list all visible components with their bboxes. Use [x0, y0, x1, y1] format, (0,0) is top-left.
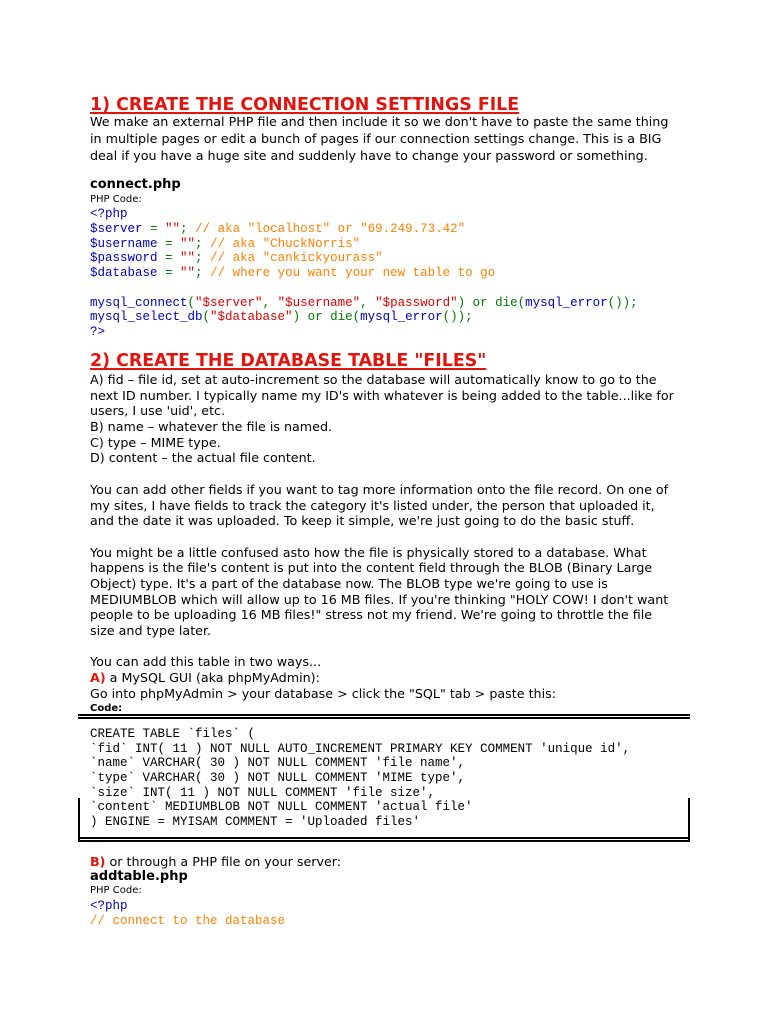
code-line — [90, 325, 638, 340]
ways-paragraph — [90, 654, 674, 701]
code-line — [90, 251, 638, 266]
option-a-line — [90, 670, 674, 686]
section-2-body — [90, 372, 674, 701]
code-token-comment: // where you want your new table to go — [210, 266, 496, 280]
code-token-comment: // aka "localhost" or "69.249.73.42" — [195, 221, 466, 236]
code-token-variable: mysql_select_db — [90, 310, 203, 325]
code-token-operator: = — [157, 266, 181, 280]
fields-paragraph — [90, 372, 674, 466]
paragraph-line: C) type – MIME type. — [90, 434, 221, 450]
code-token-variable: mysql_error — [525, 295, 608, 310]
code-token-operator: ()); — [607, 295, 638, 310]
connect-php-filename: connect.php — [90, 177, 181, 192]
code-token-string: "$username" — [277, 295, 361, 310]
code-token-string: "" — [180, 251, 196, 266]
code-line — [90, 266, 638, 281]
code-token-comment: // connect to the database — [90, 913, 286, 928]
code-line — [90, 914, 285, 929]
code-token-variable: $password — [90, 251, 158, 266]
sql-code-line: `size` INT( 11 ) NOT NULL COMMENT 'file size', — [90, 785, 436, 800]
code-token-variable: $server — [90, 221, 143, 236]
paragraph-line: users, I use 'uid', etc. — [90, 403, 226, 419]
code-line — [90, 237, 638, 252]
sql-code-label: Code: — [90, 703, 123, 714]
paragraph-line: Object) type. It's a part of the database now. The BLOB type we're going to use is — [90, 575, 608, 591]
addtable-php-code-block — [90, 899, 285, 929]
option-b-line — [90, 854, 341, 870]
code-box-right-rule — [688, 798, 690, 842]
option-a-marker: A) — [90, 670, 106, 686]
blob-paragraph — [90, 545, 674, 639]
option-a-instructions: Go into phpMyAdmin > your database > click the "SQL" tab > paste this: — [90, 685, 557, 701]
sql-code-line: CREATE TABLE `files` ( — [90, 727, 256, 741]
paragraph-line: people to be uploading 16 MB files!" stress not my friend. We're going to throttle the file — [90, 607, 653, 623]
code-token-comment: // aka "ChuckNorris" — [210, 236, 361, 251]
section-1-intro-paragraph — [90, 113, 668, 164]
code-token-string: "" — [180, 236, 196, 251]
paragraph-line: You can add other fields if you want to tag more information onto the file record. On one of — [90, 481, 669, 497]
code-token-operator: , — [360, 295, 376, 310]
code-token-variable: mysql_connect — [90, 295, 188, 310]
code-token-operator: ) or die( — [292, 310, 361, 325]
ways-intro: You can add this table in two ways... — [90, 654, 322, 670]
code-token-operator: ; — [195, 236, 211, 251]
paragraph-line: deal if you have a huge site and suddenly have to change your password or something. — [90, 148, 648, 163]
code-token-variable: $database — [90, 266, 158, 280]
section-2-heading: 2) CREATE THE DATABASE TABLE "FILES" — [90, 351, 487, 371]
code-token-string: "$server" — [195, 295, 263, 310]
php-code-label: PHP Code: — [90, 194, 142, 205]
paragraph-line: in multiple pages or edit a bunch of pages if our connection settings change. This is a BIG — [90, 131, 662, 146]
paragraph-line: size and type later. — [90, 623, 212, 638]
code-token-operator: ; — [195, 266, 211, 280]
code-token-variable: $username — [90, 236, 158, 251]
sql-code-box — [78, 714, 690, 842]
option-b-marker: B) — [90, 854, 106, 869]
section-1-heading: 1) CREATE THE CONNECTION SETTINGS FILE — [90, 95, 520, 115]
paragraph-gap — [90, 639, 674, 655]
code-token-string: "" — [180, 266, 196, 280]
code-token-operator: = — [142, 221, 166, 236]
code-token-variable: <?php — [90, 207, 128, 221]
paragraph-gap — [90, 529, 674, 545]
code-line — [90, 222, 638, 237]
option-a-text: a MySQL GUI (aka phpMyAdmin): — [105, 670, 320, 686]
paragraph-line: A) fid – file id, set at auto-increment so the database will automatically know to go to the — [90, 372, 657, 387]
addtable-php-filename: addtable.php — [90, 869, 188, 884]
paragraph-gap — [90, 466, 674, 482]
sql-code-line: `type` VARCHAR( 30 ) NOT NULL COMMENT 'MIME type', — [90, 770, 466, 785]
extra-fields-paragraph — [90, 482, 674, 529]
code-token-operator: ()); — [442, 310, 473, 325]
sql-code-line: `name` VARCHAR( 30 ) NOT NULL COMMENT 'file name', — [90, 756, 466, 771]
code-token-operator: ; — [195, 251, 211, 266]
option-b-text: or through a PHP file on your server: — [105, 854, 342, 869]
code-token-operator: = — [157, 251, 181, 266]
code-token-string: "$password" — [375, 295, 458, 310]
paragraph-line: D) content – the actual file content. — [90, 450, 316, 466]
paragraph-line: next ID number. I typically name my ID's with whatever is being added to the table...like for — [90, 387, 674, 403]
code-token-variable: mysql_error — [360, 310, 443, 325]
code-token-string: "$database" — [210, 310, 293, 325]
code-token-operator: ( — [187, 295, 196, 310]
paragraph-line: happens is the file's content is put into the content field through the BLOB (Binary Large — [90, 560, 653, 576]
code-token-operator: = — [157, 236, 181, 251]
sql-code-line: `content` MEDIUMBLOB NOT NULL COMMENT 'actual file' — [90, 800, 473, 815]
connect-php-code-block — [90, 207, 638, 340]
code-token-comment: // aka "cankickyourass" — [210, 251, 383, 266]
sql-code-line: `fid` INT( 11 ) NOT NULL AUTO_INCREMENT PRIMARY KEY COMMENT 'unique id', — [90, 741, 631, 756]
paragraph-line: and the date it was uploaded. To keep it simple, we're just going to do the basic stuff. — [90, 513, 635, 529]
code-token-operator: ; — [180, 221, 196, 236]
code-token-variable: ?> — [90, 325, 106, 339]
code-token-variable: <?php — [90, 899, 128, 913]
paragraph-line: MEDIUMBLOB which will allow up to 16 MB files. If you're thinking "HOLY COW! I don't want — [90, 591, 669, 607]
php-code-label: PHP Code: — [90, 885, 142, 896]
code-line — [90, 207, 638, 222]
code-line — [90, 281, 638, 296]
paragraph-line: my sites, I have fields to track the category it's listed under, the person that uploaded it, — [90, 497, 655, 513]
option-b-block — [90, 854, 341, 870]
code-line — [90, 296, 638, 311]
paragraph-line: We make an external PHP file and then include it so we don't have to paste the same thing — [90, 114, 669, 129]
code-token-operator: , — [262, 295, 278, 310]
code-token-string: "" — [165, 221, 181, 236]
code-token-operator: ) or die( — [457, 295, 526, 310]
code-token-operator: ( — [202, 310, 211, 325]
paragraph-line: B) name – whatever the file is named. — [90, 419, 333, 435]
code-line — [90, 310, 638, 325]
code-box-left-rule — [78, 798, 80, 842]
code-line — [90, 899, 285, 914]
sql-code-line: ) ENGINE = MYISAM COMMENT = 'Uploaded files' — [90, 814, 421, 829]
paragraph-line: You might be a little confused asto how the file is physically stored to a database. What — [90, 544, 647, 560]
